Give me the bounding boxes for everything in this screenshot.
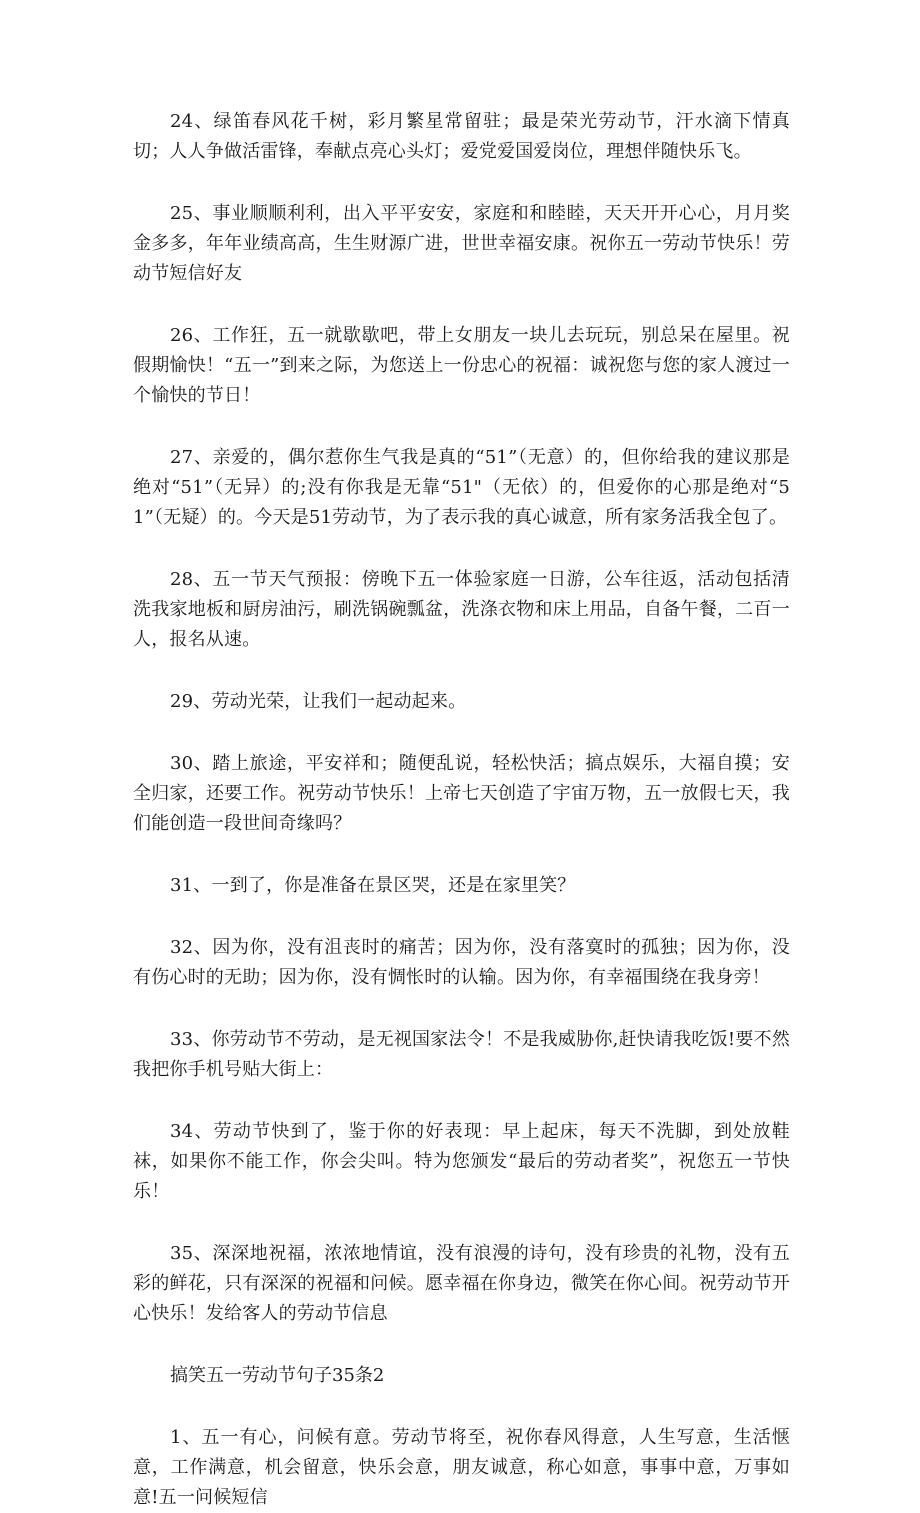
paragraph-32: 32、因为你，没有沮丧时的痛苦；因为你，没有落寞时的孤独；因为你，没有伤心时的无助；因为你，没有惆怅时的认输。因为你，有幸福围绕在我身旁！ — [133, 937, 790, 988]
paragraph-33: 33、你劳动节不劳动，是无视国家法令！不是我威胁你,赶快请我吃饭!要不然我把你手机号贴大街上： — [133, 1029, 790, 1080]
paragraph-30: 30、踏上旅途，平安祥和；随便乱说，轻松快活；搞点娱乐，大福自摸；安全归家，还要工作。祝劳动节快乐！上帝七天创造了宇宙万物，五一放假七天，我们能创造一段世间奇缘吗？ — [133, 753, 790, 834]
section-paragraph-1: 1、五一有心，问候有意。劳动节将至，祝你春风得意，人生写意，生活惬意，工作满意，机会留意，快乐会意，朋友诚意，称心如意，事事中意，万事如意!五一问候短信 — [133, 1427, 790, 1508]
paragraph-34: 34、劳动节快到了，鉴于你的好表现：早上起床，每天不洗脚，到处放鞋袜，如果你不能工作，你会尖叫。特为您颁发“最后的劳动者奖”，祝您五一节快乐！ — [133, 1121, 790, 1202]
paragraph-27: 27、亲爱的，偶尔惹你生气我是真的“51”（无意）的，但你给我的建议那是绝对“51”（无异）的;没有你我是无靠“51"（无依）的，但爱你的心那是绝对“51”（无疑）的。今天是51劳动节，为了表示我的真心诚意，所有家务活我全包了。 — [133, 447, 790, 528]
paragraph-26: 26、工作狂，五一就歇歇吧，带上女朋友一块儿去玩玩，别总呆在屋里。祝假期愉快！“五一”到来之际，为您送上一份忠心的祝福：诚祝您与您的家人渡过一个愉快的节日！ — [133, 325, 790, 406]
section-heading: 搞笑五一劳动节句子35条2 — [170, 1365, 385, 1386]
paragraph-35: 35、深深地祝福，浓浓地情谊，没有浪漫的诗句，没有珍贵的礼物，没有五彩的鲜花，只有深深的祝福和问候。愿幸福在你身边，微笑在你心间。祝劳动节开心快乐！发给客人的劳动节信息 — [133, 1243, 790, 1324]
paragraph-29: 29、劳动光荣，让我们一起动起来。 — [170, 691, 467, 712]
paragraph-31: 31、一到了，你是准备在景区哭，还是在家里笑？ — [170, 875, 576, 896]
paragraph-24: 24、绿笛春风花千树，彩月繁星常留驻；最是荣光劳动节，汗水滴下情真切；人人争做活雷锋，奉献点亮心头灯；爱党爱国爱岗位，理想伴随快乐飞。 — [133, 111, 790, 162]
paragraph-28: 28、五一节天气预报：傍晚下五一体验家庭一日游，公车往返，活动包括清洗我家地板和厨房油污，刷洗锅碗瓢盆，洗涤衣物和床上用品，自备午餐，二百一人，报名从速。 — [133, 569, 790, 650]
paragraph-25: 25、事业顺顺利利，出入平平安安，家庭和和睦睦，天天开开心心，月月奖金多多，年年业绩高高，生生财源广进，世世幸福安康。祝你五一劳动节快乐！劳动节短信好友 — [133, 203, 790, 284]
